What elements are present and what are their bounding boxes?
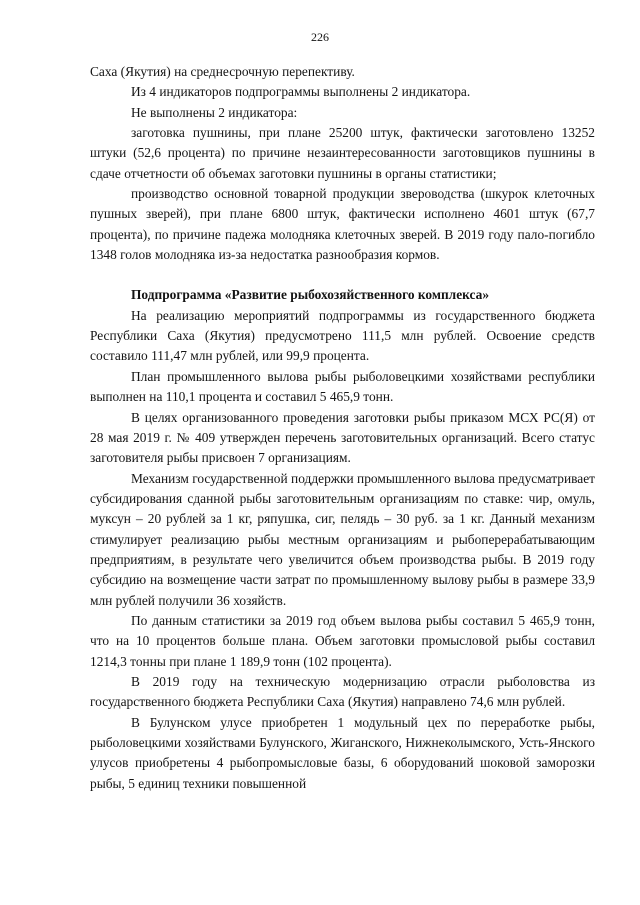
paragraph: Из 4 индикаторов подпрограммы выполнены 2 индикатора. (131, 84, 471, 100)
paragraph: заготовка пушнины, при плане 25200 штук, фактически заготовлено 13252 штуки (52,6 процента) по причине незаинтересованности заготовщиков пушнины в сдаче отчетности об объемах заготовки пушнины в органы статистики; (90, 125, 595, 181)
paragraph: По данным статистики за 2019 год объем вылова рыбы составил 5 465,9 тонн, что на 10 процентов больше плана. Объем заготовки промысловой рыбы составил 1214,3 тонны при плане 1 189,9 тонн (102 процента). (90, 612, 595, 669)
paragraph: На реализацию мероприятий подпрограммы из государственного бюджета Республики Саха (Якутия) предусмотрено 111,5 млн рублей. Освоение средств составило 111,47 млн рублей, или 99,9 процента. (90, 307, 595, 364)
paragraph: Не выполнены 2 индикатора: (131, 104, 298, 120)
paragraph: производство основной товарной продукции звероводства (шкурок клеточных пушных зверей), при плане 6800 штук, фактически исполнено 4601 штук (67,7 процента), по причине падежа молодняка клеточных зверей. В 2019 году пало-погибло 1348 голов молодняка из-за недостатка разнообразия кормов. (90, 186, 595, 263)
paragraph: В Булунском улусе приобретен 1 модульный цех по переработке рыбы, рыболовецкими хозяйствами Булунского, Жиганского, Нижнеколымского, Усть-Янского улусов приобретены 4 рыбопромысловые базы, 6 оборудований шоковой заморозки рыбы, 5 единиц техники повышенной (90, 714, 595, 791)
paragraph: В 2019 году на техническую модернизацию отрасли рыболовства из государственного бюджета Республики Саха (Якутия) направлено 74,6 млн рублей. (90, 673, 595, 710)
page-number: 226 (311, 30, 329, 44)
section-heading: Подпрограмма «Развитие рыбохозяйственного комплекса» (131, 287, 490, 303)
paragraph: Саха (Якутия) на среднесрочную перепективу. (90, 64, 355, 79)
document-body (90, 62, 595, 794)
paragraph: План промышленного вылова рыбы рыболовецкими хозяйствами республики выполнен на 110,1 процента и составил 5 465,9 тонн. (90, 368, 595, 405)
paragraph: В целях организованного проведения заготовки рыбы приказом МСХ РС(Я) от 28 мая 2019 г. № 409 утвержден перечень заготовительных организаций. Всего статус заготовителя рыбы присвоен 7 организациям. (90, 409, 595, 466)
paragraph: Механизм государственной поддержки промышленного вылова предусматривает субсидирования сданной рыбы заготовительным организациям по ставке: чир, омуль, муксун – 20 рублей за 1 кг, ряпушка, сиг, пелядь – 30 руб. за 1 кг. Данный механизм стимулирует реализацию рыбы местным организациям и рыбоперерабатывающим предприятиям, в результате чего увеличится объем производства рыбы. В 2019 году субсидию на возмещение части затрат по промышленному вылову рыбы в размере 33,9 млн рублей получили 36 хозяйств. (90, 470, 595, 608)
